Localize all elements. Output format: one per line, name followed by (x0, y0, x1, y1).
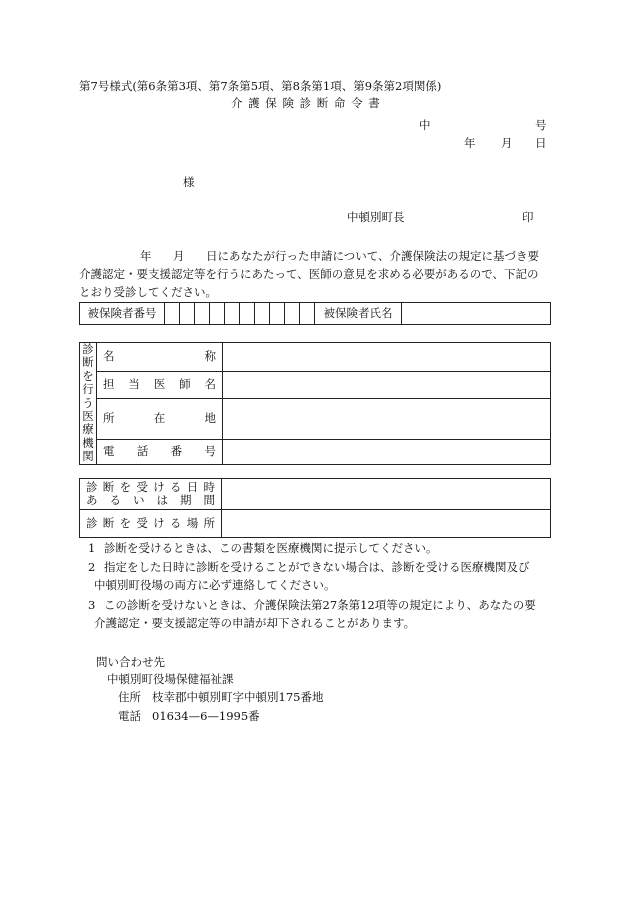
body-line2: 介護認定・要支援認定等を行うにあたって、医師の意見を求める必要があるので、下記の (79, 267, 539, 281)
number-suffix-label: 号 (535, 118, 547, 132)
seal-mark: 印 (522, 210, 534, 224)
institution-table (79, 342, 551, 465)
issuer-name: 中頓別町長 (347, 210, 405, 224)
date-month-label: 月 (501, 136, 513, 150)
note-number: 2 (88, 560, 96, 574)
institution-name-field[interactable] (223, 343, 551, 372)
contact-phone: 01634—6—1995番 (152, 709, 260, 723)
insured-name-field[interactable] (402, 303, 551, 325)
doctor-name-label: 担 当 医 師 名 (97, 372, 223, 399)
insured-number-digit[interactable] (300, 303, 315, 325)
body-month: 月 (173, 249, 185, 263)
body-year: 年 (140, 249, 152, 263)
note-text: 指定をした日時に診断を受けることができない場合は、診断を受ける医療機関及び (104, 560, 530, 574)
note-text: この診断を受けないときは、介護保険法第27条第12項等の規定により、あなたの要 (104, 598, 536, 612)
institution-side-label: 診断を行う医療機関 (80, 343, 97, 465)
insured-number-digit[interactable] (255, 303, 270, 325)
note-number: 3 (88, 598, 96, 612)
insured-number-digit[interactable] (210, 303, 225, 325)
insured-number-digit[interactable] (285, 303, 300, 325)
body-line3: とおり受診してください。 (79, 285, 217, 299)
contact-address: 枝幸郡中頓別町字中頓別175番地 (152, 690, 324, 704)
document-title: 介 護 保 険 診 断 命 令 書 (231, 96, 381, 110)
form-number-header: 第7号様式(第6条第3項、第7条第5項、第8条第1項、第9条第2項関係) (79, 79, 442, 93)
address-field[interactable] (223, 399, 551, 440)
doctor-name-field[interactable] (223, 372, 551, 399)
insured-number-digit[interactable] (165, 303, 180, 325)
diagnosis-table (79, 478, 551, 538)
insured-number-digit[interactable] (270, 303, 285, 325)
insured-number-digit[interactable] (240, 303, 255, 325)
contact-address-label: 住所 (118, 690, 141, 704)
body-line1: 日にあなたが行った申請について、介護保険法の規定に基づき要 (206, 249, 540, 263)
insured-number-digit[interactable] (180, 303, 195, 325)
note-number: 1 (88, 541, 96, 555)
note-text-continuation: 中頓別町役場の両方に必ず連絡してください。 (94, 578, 336, 592)
diagnosis-datetime-label: 診 断 を 受 け る 日 時 あ る い は 期 間 (80, 479, 222, 510)
insured-number-label: 被保険者番号 (80, 303, 165, 325)
insured-table (79, 302, 551, 325)
phone-field[interactable] (223, 439, 551, 464)
phone-label: 電 話 番 号 (97, 439, 223, 464)
contact-phone-label: 電話 (118, 709, 141, 723)
address-label: 所 在 地 (97, 399, 223, 440)
insured-number-digit[interactable] (225, 303, 240, 325)
diagnosis-place-label: 診 断 を 受 け る 場 所 (80, 510, 222, 538)
note-text-continuation: 介護認定・要支援認定等の申請が却下されることがあります。 (94, 616, 416, 630)
diagnosis-datetime-field[interactable] (222, 479, 551, 510)
addressee-suffix: 様 (183, 175, 195, 189)
contact-office: 中頓別町役場保健福祉課 (107, 672, 234, 686)
institution-name-label: 名 称 (97, 343, 223, 372)
note-text: 診断を受けるときは、この書類を医療機関に提示してください。 (104, 541, 438, 555)
contact-heading: 問い合わせ先 (96, 655, 165, 669)
insured-name-label: 被保険者氏名 (315, 303, 402, 325)
insured-number-digit[interactable] (195, 303, 210, 325)
date-day-label: 日 (535, 136, 547, 150)
diagnosis-place-field[interactable] (222, 510, 551, 538)
number-mid-label: 中 (419, 118, 431, 132)
date-year-label: 年 (464, 136, 476, 150)
